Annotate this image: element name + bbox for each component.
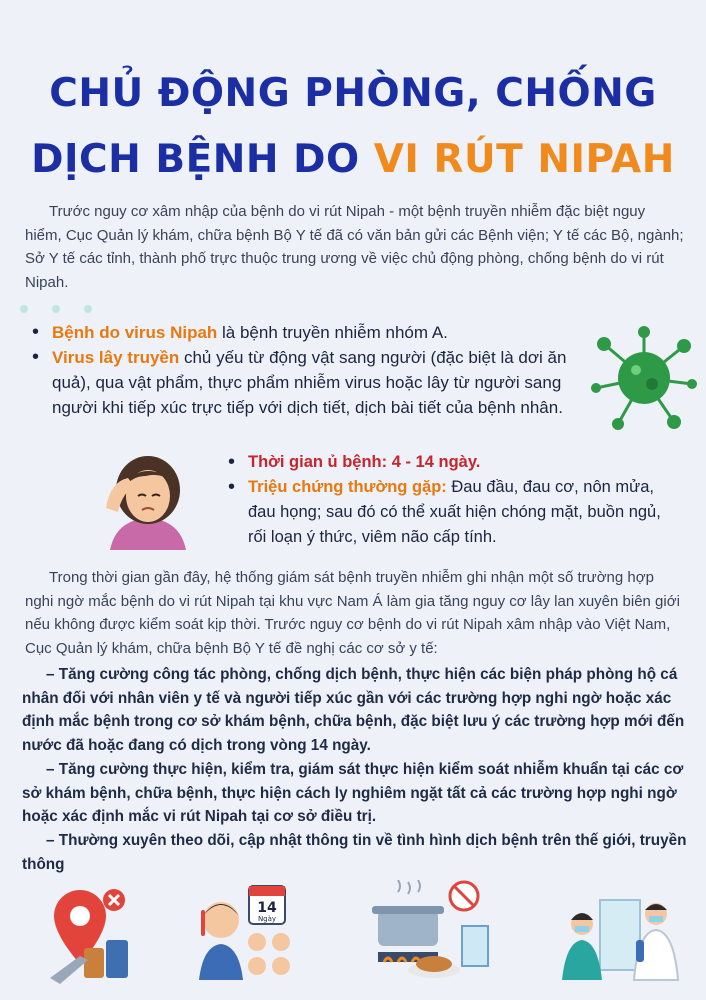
illustration-strip — [0, 880, 706, 990]
symptom-item — [228, 475, 668, 550]
fact-label: Bệnh do virus Nipah — [52, 323, 218, 342]
title-line-2-main: DỊCH BỆNH DO — [31, 137, 374, 182]
measures-list — [22, 663, 690, 876]
fact-item — [32, 345, 592, 420]
fact-text: là bệnh truyền nhiễm nhóm A. — [217, 323, 448, 342]
intro-paragraph: Trước nguy cơ xâm nhập của bệnh do vi rút Nipah - một bệnh truyền nhiễm đặc biệt nguy hiểm, Cục Quản lý khám, chữa bệnh Bộ Y tế đã có văn bản gửi các Bệnh viện; Y tế các Bộ, ngành; Sở Y tế các tỉnh, thành phố trực thuộc trung ương về việc chủ động phòng, chống bệnh do vi rút Nipah. — [25, 203, 684, 291]
sick-person-icon — [88, 446, 208, 550]
title-line-2 — [0, 136, 706, 184]
symptom-item — [228, 450, 668, 475]
medical-staff-icon — [560, 880, 680, 985]
title-line-1: CHỦ ĐỘNG PHÒNG, CHỐNG — [49, 71, 657, 116]
title-accent: VI RÚT NIPAH — [373, 137, 675, 182]
fact-item — [32, 320, 592, 345]
measure-item: – Tăng cường công tác phòng, chống dịch bệnh, thực hiện các biện pháp phòng hộ cá nhân đối với nhân viên y tế và người tiếp xúc gần với các trường hợp nghi ngờ hoặc xác định mắc bệnh trong cơ sở khám bệnh, chữa bệnh, đặc biệt lưu ý các trường hợp mới đến nước đã hoặc đang có dịch trong vòng 14 ngày. — [22, 666, 685, 755]
measure-item: – Thường xuyên theo dõi, cập nhật thông tin về tình hình dịch bệnh trên thế giới, truyền thông — [22, 831, 687, 873]
decorative-dots — [20, 300, 116, 318]
food-safety-icon — [368, 880, 508, 985]
fact-text: chủ yếu từ động vật sang người (đặc biệt là dơi ăn quả), qua vật phẩm, thực phẩm nhiễm virus hoặc lây từ người sang người khi tiếp xúc trực tiếp với dịch tiết, dịch bài tiết của bệnh nhân. — [52, 348, 567, 417]
fact-label: Virus lây truyền — [52, 348, 180, 367]
incubation-label: Thời gian ủ bệnh: 4 - 14 ngày. — [248, 453, 481, 471]
context-paragraph: Trong thời gian gần đây, hệ thống giám sát bệnh truyền nhiễm ghi nhận một số trường hợp nghi ngờ mắc bệnh do vi rút Nipah tại khu vực Nam Á làm gia tăng nguy cơ lây lan xuyên biên giới nếu không được kiểm soát kịp thời. Trước nguy cơ bệnh do vi rút Nipah xâm nhập vào Việt Nam, Cục Quản lý khám, chữa bệnh Bộ Y tế đề nghị các cơ sở y tế: — [25, 569, 680, 657]
symptoms-list — [228, 450, 668, 550]
quarantine-calendar-icon — [195, 880, 305, 985]
calendar-unit: Ngày — [257, 915, 277, 923]
virus-icon — [588, 322, 700, 434]
symptom-text: Đau đầu, đau cơ, nôn mửa, đau họng; sau đó có thể xuất hiện chóng mặt, buồn ngủ, rối loạn ý thức, viêm não cấp tính. — [248, 478, 661, 546]
travel-location-icon — [40, 880, 150, 985]
facts-list — [32, 320, 592, 420]
calendar-day: 14 — [257, 900, 277, 916]
measure-item: – Tăng cường thực hiện, kiểm tra, giám sát thực hiện kiểm soát nhiễm khuẩn tại các cơ sở khám bệnh, chữa bệnh, thực hiện cách ly nghiêm ngặt tất cả các trường hợp nghi ngờ hoặc xác định mắc vi rút Nipah tại cơ sở điều trị. — [22, 760, 684, 826]
symptom-label: Triệu chứng thường gặp: — [248, 478, 447, 496]
